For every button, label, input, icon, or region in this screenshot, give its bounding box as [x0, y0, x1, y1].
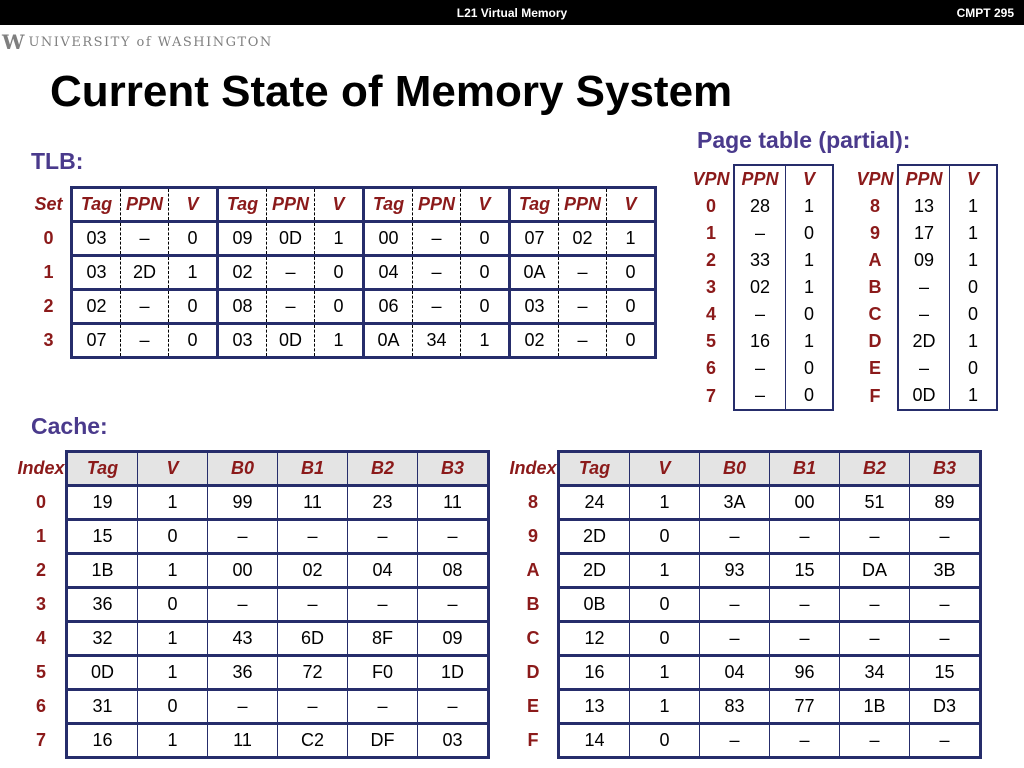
tlb-cell: 00: [364, 222, 413, 256]
page-table-cell: 09: [898, 247, 950, 274]
cache-cell: 1: [138, 724, 208, 758]
cache-cell: –: [840, 520, 910, 554]
cache-cell: 6D: [278, 622, 348, 656]
cache-cell: 36: [67, 588, 138, 622]
tlb-cell: 2D: [121, 256, 169, 290]
page-table-cell: 1: [950, 382, 998, 410]
tlb-cell: –: [121, 324, 169, 358]
cache-header-cell: B0: [208, 452, 278, 486]
cache-cell: 1: [630, 486, 700, 520]
page-table-vpn: C: [868, 304, 882, 324]
tlb-header-cell: V: [169, 188, 218, 222]
cache-row: [17, 554, 489, 588]
cache-row: [17, 656, 489, 690]
tlb-cell: 0: [169, 222, 218, 256]
cache-cell: 0D: [67, 656, 138, 690]
cache-row: [509, 656, 981, 690]
cache-row: [509, 622, 981, 656]
cache-cell: –: [700, 622, 770, 656]
cache-index: 0: [35, 492, 46, 512]
cache-cell: 1B: [840, 690, 910, 724]
cache-cell: 3A: [700, 486, 770, 520]
cache-index: 1: [35, 526, 46, 546]
page-table-cell: 16: [734, 328, 786, 355]
cache-cell: 13: [559, 690, 630, 724]
tlb-cell: –: [121, 290, 169, 324]
cache-header-cell: V: [630, 452, 700, 486]
cache-cell: 1: [630, 656, 700, 690]
cache-index: 2: [35, 560, 46, 580]
cache-cell: 32: [67, 622, 138, 656]
cache-index: 6: [35, 696, 46, 716]
page-table-cell: 33: [734, 247, 786, 274]
cache-cell: 43: [208, 622, 278, 656]
page-table-row: [853, 274, 997, 301]
page-table-row: [853, 328, 997, 355]
cache-cell: 12: [559, 622, 630, 656]
page-table-vpn: 0: [705, 196, 716, 216]
cache-cell: 72: [278, 656, 348, 690]
university-logo: [2, 31, 273, 53]
tlb-cell: 1: [315, 222, 364, 256]
cache-cell: 16: [67, 724, 138, 758]
tlb-header-cell: Tag: [72, 188, 121, 222]
cache-cell: 0: [630, 622, 700, 656]
page-table-cell: 2D: [898, 328, 950, 355]
page-table-cell: 0D: [898, 382, 950, 410]
page-table-vpn: 9: [869, 223, 880, 243]
cache-cell: 1: [630, 554, 700, 588]
page-table-vpn: 8: [869, 196, 880, 216]
page-table-header-cell: V: [950, 165, 998, 193]
cache-cell: 0B: [559, 588, 630, 622]
cache-header-cell: V: [138, 452, 208, 486]
tlb-header-cell: PPN: [121, 188, 169, 222]
page-table-vpn: D: [868, 331, 882, 351]
cache-cell: 2D: [559, 554, 630, 588]
page-table-cell: 28: [734, 193, 786, 220]
cache-row: [509, 554, 981, 588]
cache-cell: 11: [418, 486, 489, 520]
tlb-header-cell: Tag: [510, 188, 559, 222]
tlb-cell: 0: [315, 290, 364, 324]
page-table-vpn: 1: [705, 223, 716, 243]
page-table-row: [689, 382, 833, 410]
cache-header-cell: B2: [840, 452, 910, 486]
cache-cell: –: [348, 520, 418, 554]
page-table-vpn: 5: [705, 331, 716, 351]
tlb-cell: 0: [607, 256, 656, 290]
cache-cell: 3B: [910, 554, 981, 588]
tlb-header-cell: PPN: [413, 188, 461, 222]
university-w-icon: W: [2, 30, 23, 54]
page-table-cell: 1: [950, 193, 998, 220]
page-table-cell: 1: [950, 328, 998, 355]
tlb-cell: –: [413, 290, 461, 324]
cache-index: 3: [35, 594, 46, 614]
cache-cell: C2: [278, 724, 348, 758]
cache-cell: 34: [840, 656, 910, 690]
cache-index: 9: [527, 526, 538, 546]
tlb-cell: 09: [218, 222, 267, 256]
page-table-row: [689, 355, 833, 382]
page-table-vpn: 6: [705, 358, 716, 378]
cache-index: B: [526, 594, 540, 614]
cache-cell: –: [278, 520, 348, 554]
cache-cell: 1: [630, 690, 700, 724]
cache-cell: 04: [348, 554, 418, 588]
page-table-header-cell: VPN: [692, 168, 730, 189]
page-table-cell: 0: [786, 301, 834, 328]
tlb-cell: 0: [169, 324, 218, 358]
tlb-header-cell: Tag: [218, 188, 267, 222]
cache-label: Cache:: [31, 413, 108, 439]
cache-cell: –: [840, 724, 910, 758]
tlb-set-index: 0: [43, 228, 54, 248]
cache-header-cell: B1: [278, 452, 348, 486]
cache-cell: 15: [770, 554, 840, 588]
tlb-cell: 0: [169, 290, 218, 324]
cache-cell: 83: [700, 690, 770, 724]
cache-cell: –: [910, 588, 981, 622]
cache-cell: –: [418, 588, 489, 622]
tlb-cell: 03: [72, 256, 121, 290]
page-table-cell: 02: [734, 274, 786, 301]
page-table-label: Page table (partial):: [697, 127, 911, 153]
page-table-header-cell: V: [786, 165, 834, 193]
page-table-row: [853, 355, 997, 382]
cache-row: [17, 690, 489, 724]
tlb-cell: 0: [461, 256, 510, 290]
cache-cell: –: [700, 520, 770, 554]
tlb-cell: 02: [218, 256, 267, 290]
cache-row: [509, 486, 981, 520]
tlb-label: TLB:: [31, 148, 84, 174]
page-table-cell: 0: [950, 274, 998, 301]
cache-cell: D3: [910, 690, 981, 724]
page-table-vpn: 7: [705, 385, 716, 406]
cache-cell: 0: [630, 520, 700, 554]
page-table-header-cell: VPN: [856, 168, 894, 189]
cache-cell: 31: [67, 690, 138, 724]
cache-cell: 23: [348, 486, 418, 520]
page-table-cell: –: [898, 355, 950, 382]
cache-cell: 16: [559, 656, 630, 690]
cache-row: [509, 724, 981, 758]
page-table-row: [853, 220, 997, 247]
cache-cell: –: [348, 690, 418, 724]
cache-cell: 1D: [418, 656, 489, 690]
tlb-cell: 0: [607, 290, 656, 324]
cache-cell: 00: [208, 554, 278, 588]
tlb-set-index: 1: [43, 262, 54, 282]
cache-table-left: [17, 450, 490, 759]
cache-header-cell: B3: [418, 452, 489, 486]
cache-cell: –: [910, 622, 981, 656]
page-table-cell: 0: [950, 301, 998, 328]
cache-cell: –: [208, 690, 278, 724]
cache-cell: 77: [770, 690, 840, 724]
cache-cell: F0: [348, 656, 418, 690]
tlb-set-index: 3: [43, 330, 54, 350]
tlb-cell: 0: [461, 290, 510, 324]
cache-cell: 00: [770, 486, 840, 520]
cache-cell: 19: [67, 486, 138, 520]
tlb-cell: –: [121, 222, 169, 256]
tlb-header-cell: V: [315, 188, 364, 222]
cache-cell: 96: [770, 656, 840, 690]
cache-header-cell: Tag: [67, 452, 138, 486]
cache-row: [509, 690, 981, 724]
cache-cell: 1: [138, 622, 208, 656]
cache-cell: 04: [700, 656, 770, 690]
slide-header-bar: [0, 0, 1024, 25]
tlb-cell: –: [413, 256, 461, 290]
page-table-row: [853, 193, 997, 220]
cache-row: [17, 622, 489, 656]
tlb-cell: 03: [510, 290, 559, 324]
tlb-cell: –: [413, 222, 461, 256]
tlb-cell: 0: [607, 324, 656, 358]
tlb-header-cell: V: [607, 188, 656, 222]
cache-cell: 1: [138, 554, 208, 588]
cache-index: E: [526, 696, 539, 716]
cache-index: F: [527, 730, 539, 750]
tlb-cell: 0: [315, 256, 364, 290]
cache-cell: –: [770, 588, 840, 622]
cache-row: [17, 486, 489, 520]
cache-cell: –: [770, 724, 840, 758]
page-table-cell: 1: [786, 193, 834, 220]
page-table-cell: 1: [786, 247, 834, 274]
tlb-table: [27, 186, 657, 359]
tlb-cell: 34: [413, 324, 461, 358]
tlb-header-cell: PPN: [559, 188, 607, 222]
page-table-vpn: 3: [705, 277, 716, 297]
cache-cell: 36: [208, 656, 278, 690]
tlb-header-cell: Tag: [364, 188, 413, 222]
cache-header-cell: B2: [348, 452, 418, 486]
tlb-cell: –: [267, 256, 315, 290]
page-table-cell: 17: [898, 220, 950, 247]
tlb-cell: –: [559, 290, 607, 324]
page-table-row: [689, 247, 833, 274]
tlb-header-cell: V: [461, 188, 510, 222]
tlb-cell: 07: [510, 222, 559, 256]
cache-cell: 0: [630, 724, 700, 758]
tlb-cell: 06: [364, 290, 413, 324]
page-table-cell: 0: [786, 382, 834, 410]
cache-cell: –: [700, 588, 770, 622]
cache-index: 7: [35, 730, 46, 750]
tlb-cell: 02: [559, 222, 607, 256]
page-table-cell: 1: [950, 247, 998, 274]
cache-cell: –: [278, 690, 348, 724]
cache-cell: –: [770, 520, 840, 554]
page-table-row: [853, 301, 997, 328]
cache-cell: 1B: [67, 554, 138, 588]
cache-cell: –: [910, 520, 981, 554]
cache-cell: 89: [910, 486, 981, 520]
tlb-row: [27, 324, 656, 358]
page-table-vpn: E: [868, 358, 881, 378]
cache-cell: DF: [348, 724, 418, 758]
cache-index: 5: [35, 662, 46, 682]
tlb-cell: 1: [607, 222, 656, 256]
tlb-cell: 07: [72, 324, 121, 358]
cache-cell: –: [208, 588, 278, 622]
cache-row: [509, 588, 981, 622]
page-table-row: [853, 382, 997, 410]
tlb-cell: 0: [461, 222, 510, 256]
cache-index: A: [526, 560, 540, 580]
page-table-cell: 13: [898, 193, 950, 220]
page-table-vpn: A: [868, 250, 882, 270]
page-table-cell: 1: [950, 220, 998, 247]
cache-cell: 51: [840, 486, 910, 520]
cache-header-cell: B0: [700, 452, 770, 486]
cache-header-cell: Index: [17, 458, 65, 478]
tlb-cell: 0D: [267, 222, 315, 256]
page-table-cell: –: [734, 355, 786, 382]
cache-cell: 11: [208, 724, 278, 758]
tlb-cell: 1: [169, 256, 218, 290]
tlb-cell: 1: [315, 324, 364, 358]
page-table-cell: 1: [786, 274, 834, 301]
tlb-cell: –: [559, 324, 607, 358]
page-table-cell: –: [734, 220, 786, 247]
cache-cell: –: [418, 520, 489, 554]
tlb-cell: 02: [72, 290, 121, 324]
cache-cell: 09: [418, 622, 489, 656]
cache-row: [17, 724, 489, 758]
cache-cell: 24: [559, 486, 630, 520]
tlb-row: [27, 222, 656, 256]
page-table-row: [689, 220, 833, 247]
page-table-row: [853, 247, 997, 274]
cache-cell: 8F: [348, 622, 418, 656]
tlb-cell: 0A: [364, 324, 413, 358]
tlb-cell: 0D: [267, 324, 315, 358]
page-table-cell: 0: [950, 355, 998, 382]
cache-index: C: [526, 628, 540, 648]
cache-row: [509, 520, 981, 554]
cache-cell: 0: [630, 588, 700, 622]
page-table-cell: 1: [786, 328, 834, 355]
cache-cell: DA: [840, 554, 910, 588]
tlb-cell: 0A: [510, 256, 559, 290]
slide-title: Current State of Memory System: [50, 67, 733, 116]
cache-cell: 15: [910, 656, 981, 690]
cache-cell: –: [910, 724, 981, 758]
cache-header-cell: B3: [910, 452, 981, 486]
cache-header-cell: Index: [509, 458, 557, 478]
cache-cell: –: [840, 622, 910, 656]
tlb-header-cell: Set: [34, 194, 63, 214]
tlb-row: [27, 256, 656, 290]
tlb-cell: 04: [364, 256, 413, 290]
page-table-cell: 0: [786, 220, 834, 247]
cache-cell: 0: [138, 520, 208, 554]
cache-cell: 2D: [559, 520, 630, 554]
cache-cell: –: [770, 622, 840, 656]
cache-cell: 14: [559, 724, 630, 758]
cache-index: D: [526, 662, 540, 682]
cache-cell: 1: [138, 656, 208, 690]
cache-cell: 0: [138, 588, 208, 622]
tlb-cell: 1: [461, 324, 510, 358]
tlb-cell: 02: [510, 324, 559, 358]
page-table-row: [689, 274, 833, 301]
cache-cell: 1: [138, 486, 208, 520]
cache-cell: 0: [138, 690, 208, 724]
cache-cell: 02: [278, 554, 348, 588]
page-table-right: [853, 164, 998, 411]
page-table-vpn: F: [869, 385, 881, 406]
cache-cell: 11: [278, 486, 348, 520]
tlb-set-index: 2: [43, 296, 54, 316]
tlb-cell: –: [559, 256, 607, 290]
cache-cell: –: [278, 588, 348, 622]
cache-cell: 03: [418, 724, 489, 758]
cache-header-cell: Tag: [559, 452, 630, 486]
page-table-cell: –: [898, 274, 950, 301]
course-code: CMPT 295: [956, 6, 1014, 20]
cache-header-cell: B1: [770, 452, 840, 486]
cache-cell: 99: [208, 486, 278, 520]
cache-cell: –: [348, 588, 418, 622]
cache-cell: 15: [67, 520, 138, 554]
cache-row: [17, 520, 489, 554]
tlb-cell: 03: [218, 324, 267, 358]
page-table-row: [689, 301, 833, 328]
page-table-row: [689, 193, 833, 220]
cache-cell: –: [418, 690, 489, 724]
university-name: UNIVERSITY of WASHINGTON: [28, 34, 273, 50]
tlb-cell: 03: [72, 222, 121, 256]
cache-index: 4: [35, 628, 46, 648]
cache-table-right: [509, 450, 982, 759]
cache-cell: –: [700, 724, 770, 758]
cache-row: [17, 588, 489, 622]
page-table-cell: –: [734, 382, 786, 410]
cache-cell: 93: [700, 554, 770, 588]
page-table-cell: 0: [786, 355, 834, 382]
cache-cell: –: [208, 520, 278, 554]
tlb-header-cell: PPN: [267, 188, 315, 222]
page-table-cell: –: [734, 301, 786, 328]
page-table-row: [689, 328, 833, 355]
tlb-cell: 08: [218, 290, 267, 324]
page-table-vpn: 4: [705, 304, 716, 324]
cache-cell: 08: [418, 554, 489, 588]
cache-index: 8: [527, 492, 538, 512]
page-table-vpn: 2: [705, 250, 716, 270]
tlb-row: [27, 290, 656, 324]
page-table-vpn: B: [868, 277, 882, 297]
page-table-header-cell: PPN: [734, 165, 786, 193]
cache-cell: –: [840, 588, 910, 622]
page-table-left: [689, 164, 834, 411]
tlb-cell: –: [267, 290, 315, 324]
lecture-title: L21 Virtual Memory: [456, 6, 568, 20]
page-table-cell: –: [898, 301, 950, 328]
page-table-header-cell: PPN: [898, 165, 950, 193]
